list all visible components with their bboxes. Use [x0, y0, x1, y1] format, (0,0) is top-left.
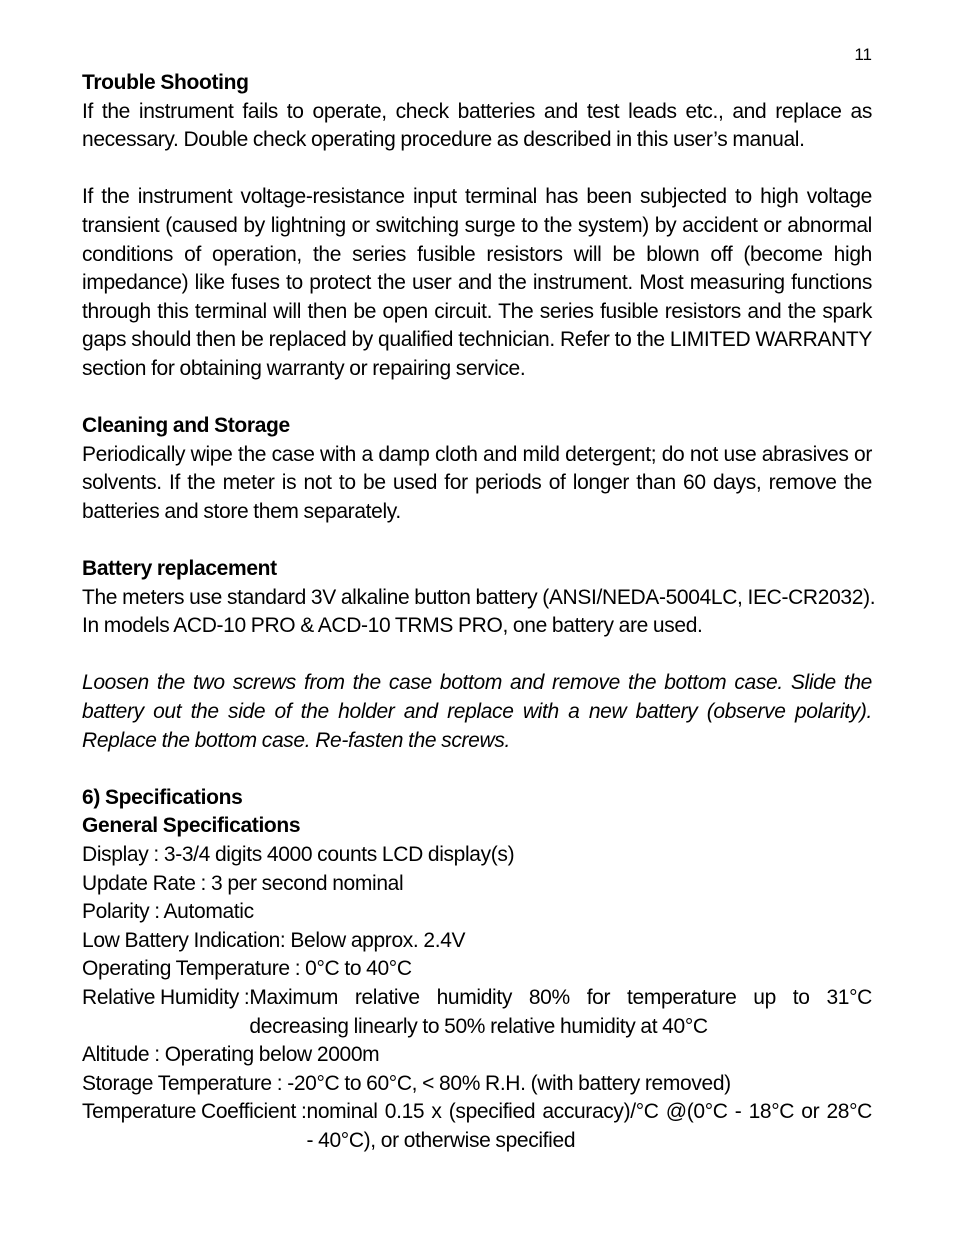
spec-altitude: Altitude : Operating below 2000m	[82, 1043, 380, 1067]
spec-relative-humidity-line-1: Maximum relative humidity 80% for temperature up to 31°C	[249, 986, 872, 1009]
spec-relative-humidity-label: Relative Humidity :	[82, 986, 250, 1009]
trouble-shooting-paragraph-1: If the instrument fails to operate, check batteries and test leads etc., and replace as necessary. Double check operating procedure as described in this user’s manual.	[82, 99, 872, 152]
paragraph-gap	[82, 641, 872, 670]
paragraph-gap	[82, 155, 872, 184]
spec-relative-humidity-line-2: decreasing linearly to 50% relative humidity at 40°C	[249, 1014, 708, 1038]
cleaning-storage-paragraph: Periodically wipe the case with a damp cloth and mild detergent; do not use abrasives or solvents. If the meter is not to be used for periods of longer than 60 days, remove the batteries and store them separately.	[82, 442, 872, 523]
spec-polarity: Polarity : Automatic	[82, 900, 254, 924]
trouble-shooting-heading: Trouble Shooting	[82, 71, 249, 94]
spec-temperature-coefficient-line-2: - 40°C), or otherwise specified	[306, 1128, 576, 1152]
spec-temperature-coefficient-value	[306, 1098, 872, 1155]
spec-operating-temperature: Operating Temperature : 0°C to 40°C	[82, 957, 412, 981]
page-number: 11	[854, 45, 872, 64]
battery-instructions-paragraph: Loosen the two screws from the case bottom and remove the bottom case. Slide the battery out the side of the holder and replace with a new battery (observe polarity). Replace the bottom case. Re-fasten the screws.	[82, 671, 872, 752]
spec-low-battery: Low Battery Indication: Below approx. 2.4V	[82, 928, 466, 952]
paragraph-gap	[82, 384, 872, 413]
spec-temperature-coefficient-label: Temperature Coefficient :	[82, 1100, 307, 1124]
spec-relative-humidity-value	[249, 984, 872, 1041]
manual-page	[82, 44, 876, 1156]
trouble-shooting-paragraph-2: If the instrument voltage-resistance input terminal has been subjected to high voltage transient (caused by lightning or switching surge to the system) by accident or abnormal conditions of operation, the series fusible resistors will be blown off (become high impedance) like fuses to protect the user and the instrument. Most measuring functions through this terminal will then be open circuit. The series fusible resistors and the spark gaps should then be replaced by qualified technician. Refer to the LIMITED WARRANTY section for obtaining warranty or repairing service.	[82, 185, 872, 380]
spec-display: Display : 3-3/4 digits 4000 counts LCD display(s)	[82, 843, 515, 867]
battery-paragraph-line-1: The meters use standard 3V alkaline button battery (ANSI/NEDA-5004LC, IEC-CR2032).	[82, 585, 876, 609]
general-specifications-heading: General Specifications	[82, 814, 301, 838]
specifications-heading: 6) Specifications	[82, 785, 243, 809]
cleaning-storage-heading: Cleaning and Storage	[82, 414, 290, 438]
paragraph-gap	[82, 755, 872, 784]
spec-temperature-coefficient	[82, 1098, 872, 1155]
spec-relative-humidity	[82, 984, 872, 1041]
spec-update-rate: Update Rate : 3 per second nominal	[82, 871, 404, 895]
battery-replacement-heading: Battery replacement	[82, 557, 277, 581]
spec-temperature-coefficient-line-1: nominal 0.15 x (specified accuracy)/°C @(0°C - 18°C or 28°C	[306, 1100, 872, 1124]
paragraph-gap	[82, 527, 872, 556]
spec-storage-temperature: Storage Temperature : -20°C to 60°C, < 80% R.H. (with battery removed)	[82, 1071, 731, 1095]
battery-paragraph-line-2: In models ACD-10 PRO & ACD-10 TRMS PRO, one battery are used.	[82, 614, 703, 638]
